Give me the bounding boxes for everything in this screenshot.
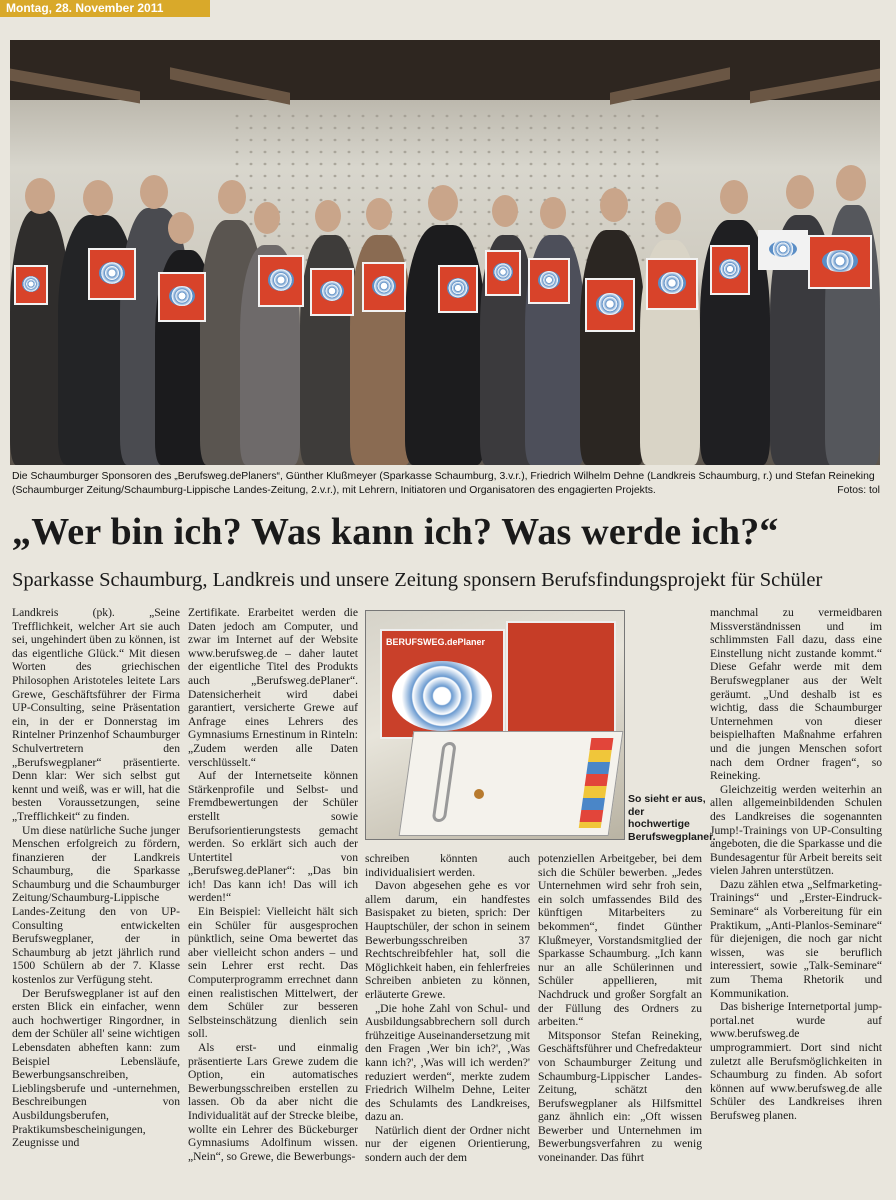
photo-head [83, 180, 113, 216]
binder-ring [432, 742, 457, 822]
article-paragraph: Das bisherige Internetportal jump-portal.net wurde auf www.berufsweg.de umprogrammiert. Dort sind nicht zuletzt alle Berufsmöglichkeiten in Schaumburg zu finden. Ab sofort können auf www.berufsweg.de alle Schüler des Landkreises ihren Berufsweg planen. [710, 1000, 882, 1122]
article-headline: „Wer bin ich? Was kann ich? Was werde ich?“ [12, 511, 779, 553]
article-paragraph: Gleichzeitig werden weiterhin an allen allgemeinbildenden Schulen des Landkreises die sogenannten Jump!-Trainings von UP-Consulting angeboten, die die Sparkasse und die Bundesagentur für Arbeit bereits seit vielen Jahren unterstützen. [710, 782, 882, 878]
photo-folder [646, 258, 698, 310]
photo-folder [528, 258, 570, 304]
article-paragraph: Landkreis (pk). „Seine Trefflichkeit, welcher Art sie auch sei, ungehindert üben zu können, ist das eigentliche Glück.“ Mit diesen Worten des griechischen Philosophen Aristoteles leitete Lars Grewe, Geschäftsführer der Firma UP-Consulting, seine Präsentation ein, in der er Donnerstag im Rintelner Prinzenhof Schaumburger Schulvertretern den „Berufswegplaner“ präsentierte. Denn klar: Wer sich selbst gut kennt und weiß, was er will, hat die besten Voraussetzungen, seine „Trefflichkeit“ zu finden. [12, 606, 180, 823]
photo-head [540, 197, 566, 229]
photo-head [655, 202, 681, 234]
photo-folder [362, 262, 406, 312]
photo-head [836, 165, 866, 201]
article-column-4 [538, 852, 702, 1165]
photo-head [720, 180, 748, 214]
photo-folder [485, 250, 521, 296]
article-paragraph: Zertifikate. Erarbeitet werden die Daten jedoch am Computer, und zwar im Internet auf der Website www.berufsweg.de – daher lautet der eigentliche Titel des Produkts auch „Berufsweg.dePlaner“. Datensicherheit wird dabei garantiert, versicherte Grewe auf Anfrage eines Lehrers des Gymnasiums Ernestinum in Rinteln: „Zudem werden alle Daten verschlüsselt.“ [188, 606, 358, 769]
photo-person [580, 230, 645, 465]
photo-folder [158, 272, 206, 322]
article-paragraph: manchmal zu vermeidbaren Missverständnissen und im schlimmsten Fall dazu, dass eine Einstellung nicht zustande kommt.“ Diese Gefahr werde mit dem Berufswegplaner aus der Welt geräumt. „Und deshalb ist es wichtig, dass die Schaumburger Unternehmen von dieser beispielhaften Maßnahme erfahren und die jungen Menschen sofort nach dem Ordner fragen“, so Reineking. [710, 606, 882, 783]
photo-head [218, 180, 246, 214]
article-paragraph: Um diese natürliche Suche junger Menschen erfolgreich zu fördern, finanzieren der Landkreis Schaumburg, die Sparkasse Schaumburg und die Schaumburger Zeitung/Schaumburg-Lippische Landes-Zeitung den von UP-Consulting entwickelten Berufswegplaner, der in Schaumburg ab jetzt jährlich rund 1500 Schülern ab der 7. Klasse kostenlos zur Verfügung steht. [12, 823, 180, 987]
photo-caption [12, 470, 880, 498]
planner-caption: So sieht er aus, der hochwertige Berufswegplaner. [628, 793, 716, 843]
article-column-1 [12, 606, 180, 1150]
planner-brand: BERUFSWEG.dePlaner [386, 637, 486, 647]
article-paragraph: Als erst- und einmalig präsentierte Lars Grewe zudem die Option, ein automatisches Bewerbungsschreiben erstellen zu lassen. Ob da aber nicht die Individualität auf der Strecke bleibe, wollte ein Lehrer des Bückeburger Gymnasiums Adolfinum wissen. „Nein“, so Grewe, die Bewerbungs- [188, 1041, 358, 1163]
article-paragraph: schreiben könnten auch individualisiert werden. [365, 852, 530, 879]
article-paragraph: Ein Beispiel: Vielleicht hält sich ein Schüler für ausgesprochen pünktlich, seine Oma bewertet das aber vielleicht schon anders – und sein Lehrer erst recht. Das Computerprogramm errechnet dann einen realistischen Mittelwert, der dem Schüler zur besseren Selbsteinschätzung dienlich sein soll. [188, 905, 358, 1041]
article-paragraph: Dazu zählen etwa „Selfmarketing-Trainings“ und „Erster-Eindruck-Seminare“ als Vorbereitung für ein Praktikum, „Anti-Planlos-Seminare“ für diejenigen, die noch gar nicht wissen, was sie beruflich interessiert, sowie „Talk-Seminare“ zum Thema Rhetorik und Kommunikation. [710, 877, 882, 1000]
planner-box-front [380, 629, 505, 739]
photo-head [366, 198, 392, 230]
photo-folder [14, 265, 48, 305]
planner-photo [365, 610, 625, 840]
photo-credit: Fotos: tol [837, 485, 880, 496]
photo-head [492, 195, 518, 227]
photo-folder [758, 230, 808, 270]
photo-folder [438, 265, 478, 313]
planner-maze-graphic [392, 661, 492, 731]
article-paragraph: potenziellen Arbeitgeber, bei dem sich die Schüler bewerben. „Jedes Unternehmen wird sehr froh sein, ein solch umfassendes Bild des künftigen Mitarbeiters zu bekommen“, findet Günther Klußmeyer, Vorstandsmitglied der Sparkasse Schaumburg. „Ich kann nur an alle Schülerinnen und Schüler appellieren, mit Nachdruck und großer Sorgfalt an der Füllung des Ordners zu arbeiten.“ [538, 852, 702, 1029]
group-photo [10, 40, 880, 465]
binder-tabs [579, 738, 614, 828]
article-column-5 [710, 606, 882, 1123]
photo-head [168, 212, 194, 244]
article-paragraph: Mitsponsor Stefan Reineking, Geschäftsführer und Chefredakteur von Schaumburger Zeitung und Schaumburg-Lippischer Landes-Zeitung, schätzt den Berufswegplaner als Hilfsmittel ganz ähnlich ein: „Oft wissen Bewerber und Unternehmen im Bewerbungsverfahren zu wenig voneinander. Das führt [538, 1028, 702, 1165]
photo-head [428, 185, 458, 221]
photo-folder [88, 248, 136, 300]
article-column-2 [188, 606, 358, 1163]
article-column-3 [365, 852, 530, 1165]
photo-caption-text: Die Schaumburger Sponsoren des „Berufsweg.dePlaners“, Günther Klußmeyer (Sparkasse Schaumburg, 3.v.r.), Friedrich Wilhelm Dehne (Landkreis Schaumburg, r.) und Stefan Reineking (Schaumburger Zeitung/Schaumburg-Lippische Landes-Zeitung, 2.v.r.), mit Lehrern, Initiatoren und Organisatoren des engagierten Projekts. [12, 471, 875, 496]
planner-binder [399, 731, 624, 836]
photo-person [405, 225, 485, 465]
photo-folder [585, 278, 635, 332]
photo-folder [310, 268, 354, 316]
photo-head [25, 178, 55, 214]
article-subhead: Sparkasse Schaumburg, Landkreis und unsere Zeitung sponsern Berufsfindungsprojekt für Schüler [12, 569, 823, 591]
article-paragraph: Der Berufswegplaner ist auf den ersten Blick ein einfacher, wenn auch hochwertiger Ringordner, in dem der Schüler all' seine wichtigen Lebensdaten abheften kann: zum Beispiel Lebensläufe, Bewerbungsanschreiben, Lieblingsberufe und -unternehmen, Beschreibungen von Ausbildungsberufen, Praktikumsbescheinigungen, Zeugnisse und [12, 986, 180, 1150]
photo-head [786, 175, 814, 209]
photo-head [254, 202, 280, 234]
planner-box-back [506, 621, 616, 736]
issue-date: Montag, 28. November 2011 [0, 0, 210, 17]
photo-head [315, 200, 341, 232]
photo-folder [258, 255, 304, 307]
coin [474, 789, 484, 799]
article-paragraph: „Die hohe Zahl von Schul- und Ausbildungsabbrechern soll durch frühzeitige Auseinandersetzung mit den Fragen ,Wer bin ich?', ,Was kann ich?', ,Was will ich werden?' reduziert werden“, merkte zudem Friedrich Wilhelm Dehne, Leiter des Schulamts des Landkreises, dazu an. [365, 1001, 530, 1124]
article-paragraph: Davon abgesehen gehe es vor allem darum, ein handfestes Basispaket zu bieten, sprich: Der Hauptschüler, der schon in seinem Bewerbungsschreiben 37 Rechtschreibfehler hat, soll die Möglichkeit haben, ein fehlerfreies Schreiben anbieten zu können, erläuterte Grewe. [365, 879, 530, 1001]
photo-head [140, 175, 168, 209]
article-paragraph: Natürlich dient der Ordner nicht nur der eigenen Orientierung, sondern auch der dem [365, 1123, 530, 1165]
article-paragraph: Auf der Internetseite können Stärkenprofile und Selbst- und Fremdbewertungen der Schüler erstellt sowie Berufsorientierungstests gemacht werden. So erklärt sich auch der Untertitel von „Berufsweg.dePlaner“: „Das bin ich! Das kann ich! Das will ich werden!“ [188, 769, 358, 905]
photo-folder [710, 245, 750, 295]
photo-head [600, 188, 628, 222]
photo-folder [808, 235, 872, 289]
